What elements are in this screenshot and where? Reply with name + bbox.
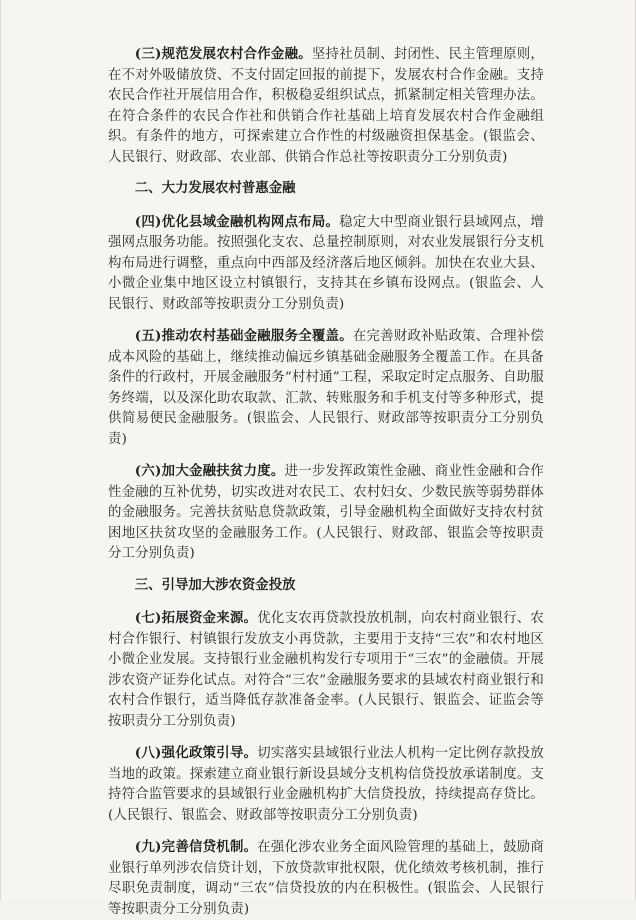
paragraph-body: 优化支农再贷款投放机制，向农村商业银行、农村合作银行、村镇银行发放支小再贷款，主要用于支持“三农”和农村地区小微企业发展。支持银行业金融机构发行专项用于“三农”的金融债。开展涉农资产证券化试点。对符合“三农”金融服务要求的县域农村商业银行和农村合作银行，适当降低存款准备金率。(人民银行、银监会、证监会等按职责分工分别负责)	[108, 611, 545, 729]
paragraph-lead: (四)优化县域金融机构网点布局。	[134, 213, 340, 230]
paragraph-lead: (七)拓展资金来源。	[134, 610, 258, 626]
paragraph-body: 切实落实县域银行业法人机构一定比例存款投放当地的政策。探索建立商业银行新设县域分支机构信贷投放承诺制度。支持符合监管要求的县域银行业金融机构扩大信贷投放，持续提高存贷比。(人民银行、银监会、财政部等按职责分工分别负责)	[108, 746, 545, 823]
paragraph-6	[108, 461, 544, 565]
paragraph-body: 稳定大中型商业银行县域网点，增强网点服务功能。按照强化支农、总量控制原则，对农业发展银行分支机构布局进行调整，重点向中西部及经济落后地区倾斜。加快在农业大县、小微企业集中地区设立村镇银行，支持其在乡镇布设网点。(银监会、人民银行、财政部等按职责分工分别负责)	[108, 214, 544, 312]
paragraph-5	[108, 326, 544, 450]
paragraph-4	[108, 212, 544, 316]
paragraph-lead: (九)完善信贷机制。	[134, 839, 258, 855]
paragraph-8	[108, 743, 544, 826]
paragraph-body: 进一步发挥政策性金融、商业性金融和合作性金融的互补优势，切实改进对农民工、农村妇女、少数民族等弱势群体的金融服务。完善扶贫贴息贷款政策，引导金融机构全面做好支持农村贫困地区扶贫攻坚的金融服务工作。(人民银行、财政部、银监会等按职责分工分别负责)	[108, 464, 544, 561]
paragraph-7	[108, 608, 544, 732]
paragraph-lead: (三)规范发展农村合作金融。	[134, 46, 312, 62]
paragraph-lead: (六)加大金融扶贫力度。	[134, 463, 285, 479]
paragraph-body: 在完善财政补贴政策、合理补偿成本风险的基础上，继续推动偏远乡镇基础金融服务全覆盖工作。在具备条件的行政村，开展金融服务“村村通”工程，采取定时定点服务、自助服务终端，以及深化助农取款、汇款、转账服务和手机支付等多种形式，提供简易便民金融服务。(银监会、人民银行、财政部等按职责分工分别负责)	[108, 329, 544, 447]
section-heading-2: 二、大力发展农村普惠金融	[134, 181, 296, 196]
paragraph-lead: (五)推动农村基础金融服务全覆盖。	[134, 328, 353, 344]
paragraph-9	[108, 837, 544, 920]
section-heading-3: 三、引导加大涉农资金投放	[134, 577, 296, 593]
paragraph-body: 坚持社员制、封闭性、民主管理原则，在不对外吸储放贷、不支付固定回报的前提下，发展农村合作金融。支持农民合作社开展信用合作，积极稳妥组织试点，抓紧制定相关管理办法。在符合条件的农民合作社和供销合作社基础上培育发展农村合作金融组织。有条件的地方，可探索建立合作性的村级融资担保基金。(银监会、人民银行、财政部、农业部、供销合作总社等按职责分工分别负责)	[108, 47, 544, 165]
paragraph-lead: (八)强化政策引导。	[134, 745, 258, 761]
paragraph-body: 在强化涉农业务全面风险管理的基础上，鼓励商业银行单列涉农信贷计划，下放贷款审批权限，优化绩效考核机制，推行尽职免责制度，调动“三农”信贷投放的内在积极性。(银监会、人民银行等按职责分工分别负责)	[108, 840, 545, 917]
paragraph-3	[108, 44, 544, 168]
